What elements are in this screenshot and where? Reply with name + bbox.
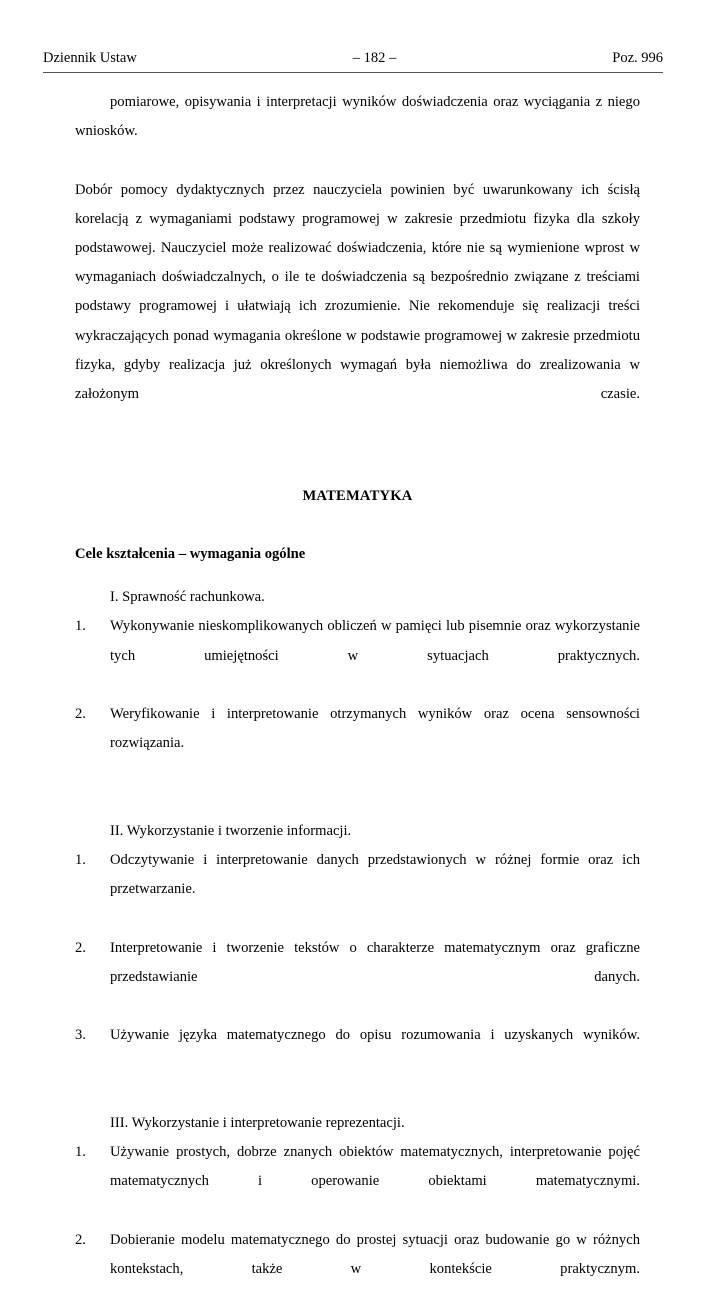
list-item-text: Interpretowanie i tworzenie tekstów o charakterze matematycznym oraz graficzne przedstawianie danych. [110,939,640,985]
goal-list-item [75,846,640,934]
vertical-spacer [75,788,640,817]
header-divider-rule [43,72,663,73]
vertical-spacer [75,468,640,482]
vertical-spacer [75,1080,640,1109]
document-body [75,88,640,1313]
page-running-header [43,49,663,73]
goal-list-item [75,700,640,788]
list-item-marker: 1. [75,1144,86,1161]
goal-group-heading: III. Wykorzystanie i interpretowanie reprezentacji. [110,1114,405,1131]
header-publication-title: Dziennik Ustaw [43,50,137,66]
list-item-text: Odczytywanie i interpretowanie danych przedstawionych w różnej formie oraz ich przetwarzanie. [110,852,640,898]
goal-list-item [75,934,640,1022]
vertical-spacer [75,438,640,467]
vertical-spacer [75,569,640,583]
list-item-text: Używanie prostych, dobrze znanych obiektów matematycznych, interpretowanie pojęć matematycznych i operowanie obiektami matematycznymi. [110,1144,640,1190]
list-item-marker: 2. [75,939,86,956]
list-item-marker: 2. [75,1231,86,1248]
section-heading-general-aims: Cele kształcenia – wymagania ogólne [75,546,306,563]
list-item-text: Wykonywanie nieskomplikowanych obliczeń w pamięci lub pisemnie oraz wykorzystanie tych umiejętności w sytuacjach praktycznych. [110,618,640,664]
list-item-marker: 1. [75,852,86,869]
header-item-reference: Poz. 996 [612,50,663,66]
paragraph-teaching-aids: Dobór pomocy dydaktycznych przez nauczyciela powinien być uwarunkowany ich ścisłą korelacją z wymaganiami podstawy programowej w zakresie przedmiotu fizyka dla szkoły podstawowej. Nauczyciel może realizować doświadczenia, które nie są wymienione wprost w wymaganiach doświadczalnych, o ile te doświadczenia są bezpośrednio związane z treściami podstawy programowej i ułatwiają ich zrozumienie. Nie rekomenduje się realizacji treści wykraczających ponad wymagania określone w podstawie programowej w zakresie przedmiotu fizyka, gdyby realizacja już określonych wymagań była niemożliwa do zrealizowania w założonym czasie. [75,181,640,403]
goal-group-heading: I. Sprawność rachunkowa. [110,589,265,606]
vertical-spacer [75,511,640,540]
subject-title: MATEMATYKA [302,487,413,504]
paragraph-continuation: pomiarowe, opisywania i interpretacji wyników doświadczenia oraz wyciągania z niego wniosków. [75,94,640,140]
header-page-number: – 182 – [352,50,397,66]
list-item-text: Weryfikowanie i interpretowanie otrzymanych wyników oraz ocena sensowności rozwiązania. [110,706,640,752]
goal-list-item [75,1021,640,1079]
goal-list-item [75,612,640,700]
list-item-text: Używanie języka matematycznego do opisu rozumowania i uzyskanych wyników. [110,1027,640,1044]
goal-group [75,817,640,1080]
goal-list-item [75,1226,640,1313]
list-item-marker: 1. [75,618,86,635]
goal-group-heading: II. Wykorzystanie i tworzenie informacji. [110,822,352,839]
list-item-text: Dobieranie modelu matematycznego do prostej sytuacji oraz budowanie go w różnych kontekstach, także w kontekście praktycznym. [110,1231,640,1277]
goal-group [75,583,640,787]
list-item-marker: 2. [75,706,86,723]
goal-group [75,1109,640,1313]
list-item-marker: 3. [75,1027,86,1044]
goal-list-item [75,1138,640,1226]
